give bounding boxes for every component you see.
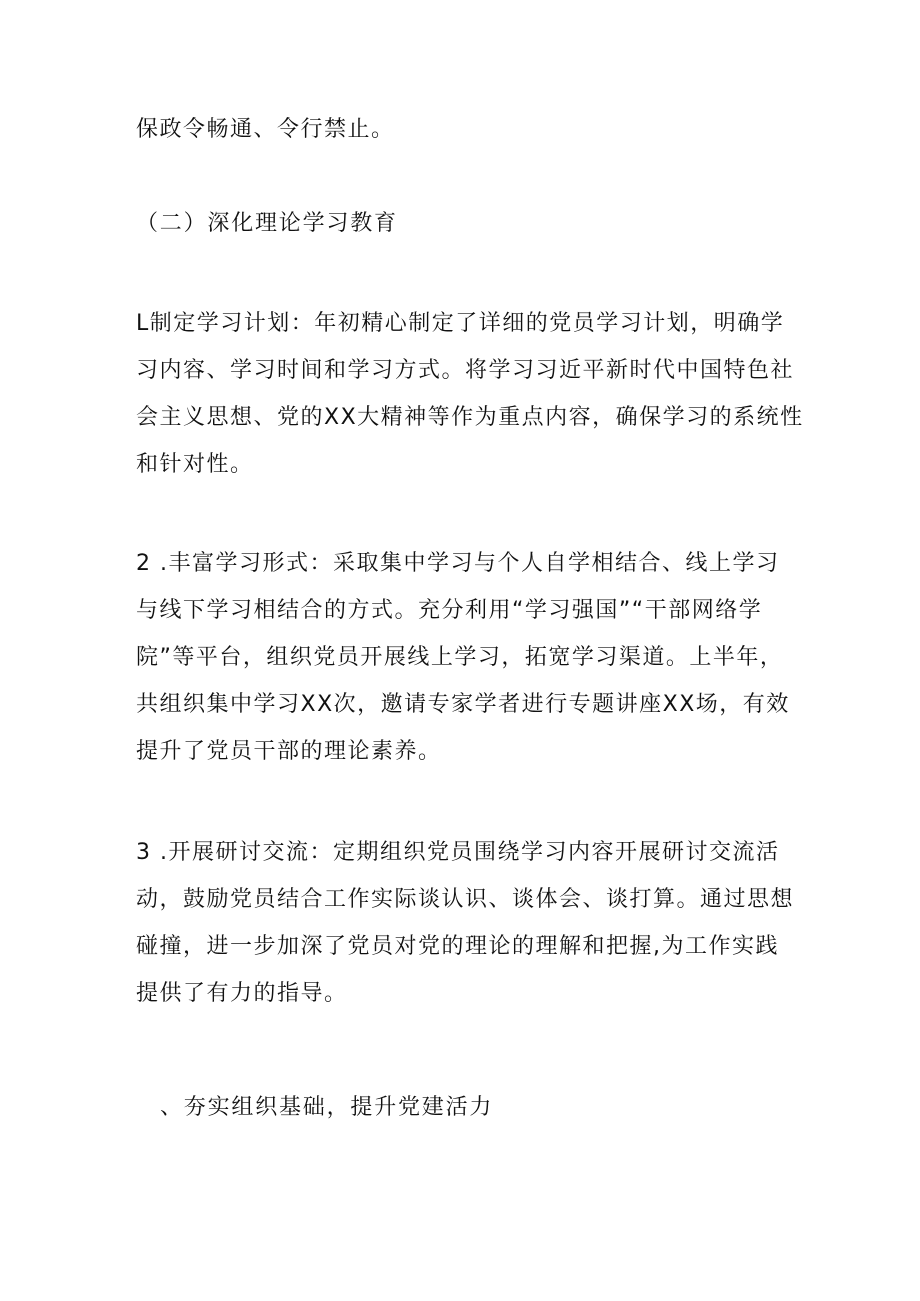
text-line: 与线下学习相结合的方式。充分利用“学习强国”“干部网络学 <box>136 598 763 623</box>
text-line: 2 .丰富学习形式：采取集中学习与个人自学相结合、线上学习 <box>136 551 780 576</box>
text-line: 会主义思想、党的XX大精神等作为重点内容，确保学习的系统性 <box>136 405 804 430</box>
text-line: 共组织集中学习XX次，邀请专家学者进行专题讲座XX场，有效 <box>136 692 790 717</box>
text-line: L制定学习计划：年初精心制定了详细的党员学习计划，明确学 <box>136 311 785 336</box>
text-line: 习内容、学习时间和学习方式。将学习习近平新时代中国特色社 <box>136 358 795 383</box>
text-line: 碰撞，进一步加深了党员对党的理论的理解和把握,为工作实践 <box>136 934 779 959</box>
paragraph-study-plan <box>136 300 804 488</box>
heading-text: 、夯实组织基础，提升党建活力 <box>160 1095 494 1120</box>
text-line: 提升了党员干部的理论素养。 <box>136 739 442 764</box>
paragraph-continuation <box>136 106 796 153</box>
paragraph-study-forms <box>136 540 796 775</box>
heading-text: （二）深化理论学习教育 <box>136 211 398 236</box>
section-heading-2 <box>136 200 796 247</box>
section-heading-3 <box>160 1084 820 1131</box>
text-line: 3 .开展研讨交流：定期组织党员围绕学习内容开展研讨交流活 <box>136 840 780 865</box>
paragraph-discussion <box>136 829 796 1017</box>
text-line: 提供了有力的指导。 <box>136 981 348 1006</box>
text-line: 动，鼓励党员结合工作实际谈认识、谈体会、谈打算。通过思想 <box>136 887 795 912</box>
text-line: 保政令畅通、令行禁止。 <box>136 117 395 142</box>
text-line: 和针对性。 <box>136 452 254 477</box>
text-line: 院”等平台，组织党员开展线上学习，拓宽学习渠道。上半年， <box>136 645 784 670</box>
